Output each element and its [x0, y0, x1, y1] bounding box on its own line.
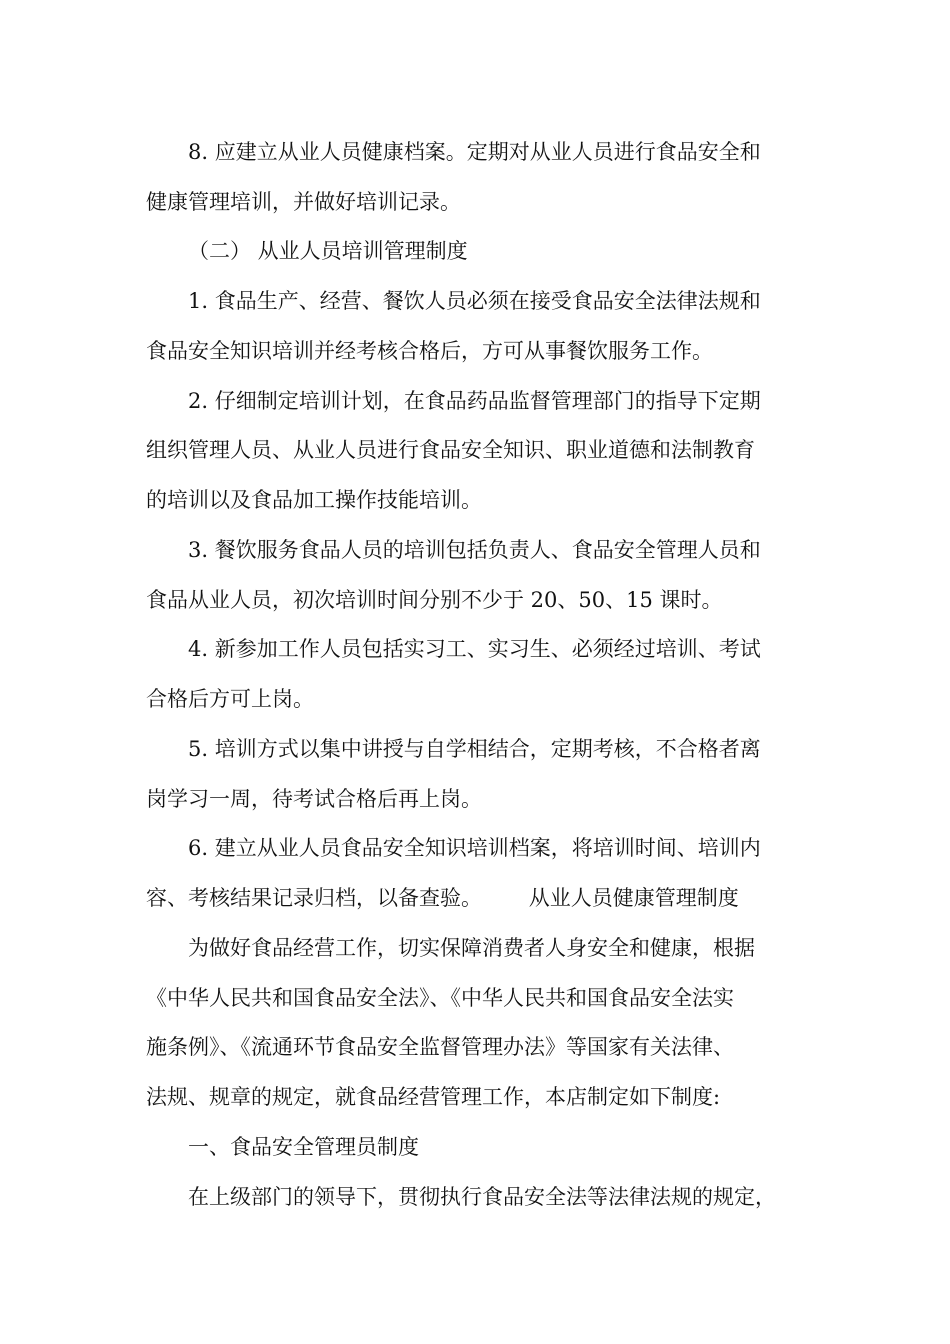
text-line-11: 4. 新参加工作人员包括实习工、实习生、必须经过培训、考试 — [188, 637, 761, 661]
text-line-13: 5. 培训方式以集中讲授与自学相结合，定期考核，不合格者离 — [188, 737, 761, 761]
text-line-5: 食品安全知识培训并经考核合格后，方可从事餐饮服务工作。 — [146, 339, 713, 363]
text-line-12: 合格后方可上岗。 — [146, 687, 314, 711]
text-line-15: 6. 建立从业人员食品安全知识培训档案，将培训时间、培训内 — [188, 836, 761, 860]
text-line-22: 在上级部门的领导下，贯彻执行食品安全法等法律法规的规定， — [188, 1185, 776, 1209]
text-line-7: 组织管理人员、从业人员进行食品安全知识、职业道德和法制教育 — [146, 438, 755, 462]
text-line-8: 的培训以及食品加工操作技能培训。 — [146, 488, 482, 512]
text-line-1: 8. 应建立从业人员健康档案。定期对从业人员进行食品安全和 — [188, 140, 761, 164]
section-heading-training: （二） 从业人员培训管理制度 — [188, 239, 468, 263]
text-line-14: 岗学习一周，待考试合格后再上岗。 — [146, 787, 482, 811]
text-line-17: 为做好食品经营工作，切实保障消费者人身安全和健康，根据 — [188, 936, 755, 960]
text-line-4: 1. 食品生产、经营、餐饮人员必须在接受食品安全法律法规和 — [188, 289, 761, 313]
text-line-16: 容、考核结果记录归档，以备查验。 从业人员健康管理制度 — [146, 886, 739, 910]
text-line-9: 3. 餐饮服务食品人员的培训包括负责人、食品安全管理人员和 — [188, 538, 761, 562]
text-line-19: 施条例》、《流通环节食品安全监督管理办法》等国家有关法律、 — [146, 1035, 734, 1059]
text-line-18: 《中华人民共和国食品安全法》、《中华人民共和国食品安全法实 — [146, 986, 734, 1010]
text-line-10: 食品从业人员，初次培训时间分别不少于 20、50、15 课时。 — [146, 588, 723, 612]
section-heading-manager: 一、食品安全管理员制度 — [188, 1135, 419, 1159]
text-line-6: 2. 仔细制定培训计划，在食品药品监督管理部门的指导下定期 — [188, 389, 761, 413]
text-line-2: 健康管理培训，并做好培训记录。 — [146, 190, 461, 214]
text-line-20: 法规、规章的规定，就食品经营管理工作，本店制定如下制度: — [146, 1085, 721, 1109]
